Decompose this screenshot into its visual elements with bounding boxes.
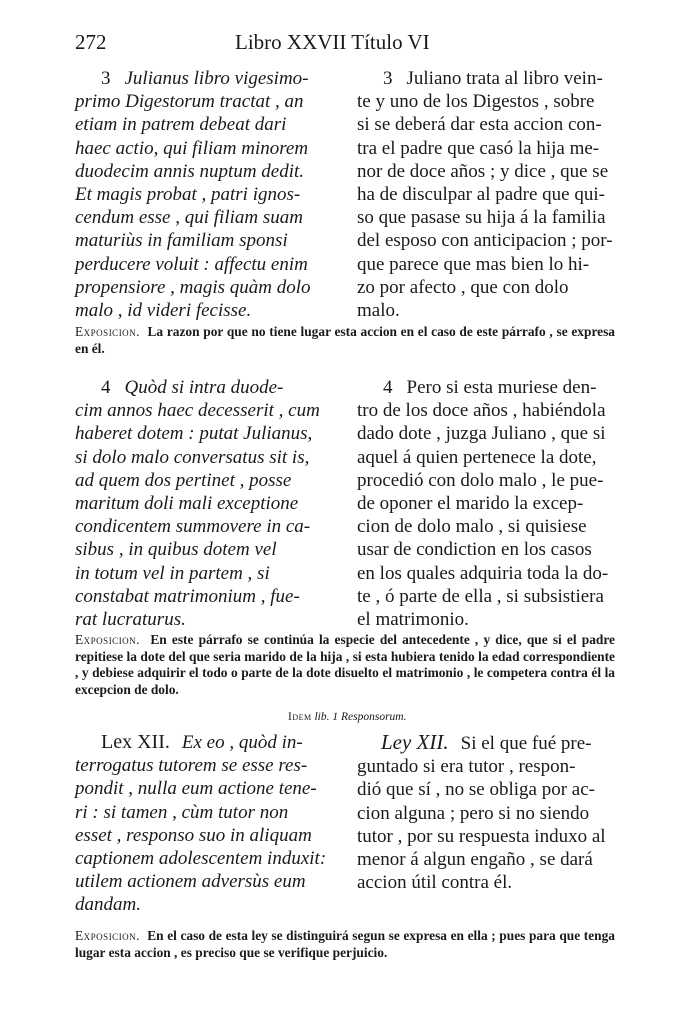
- section4-latin-number: 4: [101, 377, 111, 398]
- section4-spanish-line: aquel á quien pertenece la dote,: [357, 446, 597, 468]
- section3-latin-number: 3: [101, 68, 111, 89]
- section4-latin-line: si dolo malo conversatus sit is,: [75, 446, 310, 468]
- section3-spanish-line: que parece que mas bien lo hi-: [357, 253, 590, 275]
- section3-spanish-line: si se deberá dar esta accion con-: [357, 114, 602, 136]
- section3-latin-line-0: 3 Julianus libro vigesimo-: [101, 68, 309, 89]
- lex12-latin-line: esset , responso suo in aliquam: [75, 824, 312, 846]
- ley12-heading: Ley XII.: [381, 730, 449, 754]
- section3-spanish-line: malo.: [357, 300, 400, 322]
- section4-latin-line: ad quem dos pertinet , posse: [75, 469, 292, 491]
- section3-latin-line: perducere voluit : affectu enim: [75, 253, 308, 275]
- section3-latin-column: [75, 67, 337, 322]
- section4-spanish-line: procedió con dolo malo , le pue-: [357, 469, 604, 491]
- section4-latin-line: sibus , in quibus dotem vel: [75, 539, 277, 561]
- section3-spanish-line: zo por afecto , que con dolo: [357, 276, 569, 298]
- section4-spanish-line: dado dote , juzga Juliano , que si: [357, 423, 606, 445]
- lex12-latin-line: utilem actionem adversùs eum: [75, 871, 306, 893]
- section4-spanish-column: [357, 376, 619, 631]
- section3-latin-line: haec actio, qui filiam minorem: [75, 137, 309, 159]
- section3-latin-line: propensiore , magis quàm dolo: [75, 276, 311, 298]
- page-header: [75, 30, 620, 60]
- lex12-spanish-line: dió que sí , no se obliga por ac-: [357, 779, 595, 801]
- section4-spanish-line: de oponer el marido la excep-: [357, 493, 584, 515]
- attribution-text: lib. 1 Responsorum.: [314, 711, 407, 723]
- lex12-latin-line-0: Lex XII. Ex eo , quòd in-: [101, 731, 303, 753]
- exposition-label: Exposicion.: [75, 928, 141, 943]
- section3-spanish-number: 3: [383, 68, 393, 89]
- exposition-label: Exposicion.: [75, 632, 141, 647]
- lex12-exposition: [75, 928, 615, 961]
- section3-latin-line: etiam in patrem debeat dari: [75, 114, 287, 136]
- lex12-latin-column: [75, 731, 337, 917]
- lex12-spanish-line: accion útil contra él.: [357, 872, 513, 894]
- source-attribution: [288, 711, 406, 723]
- page-number: 272: [75, 30, 107, 54]
- lex12-latin-line: dandam.: [75, 894, 141, 916]
- section3-spanish-line: te y uno de los Digestos , sobre: [357, 91, 595, 113]
- exposition-label: Exposicion.: [75, 324, 141, 339]
- section3-spanish-line: nor de doce años ; y dice , que se: [357, 160, 609, 182]
- section3-spanish-line: ha de disculpar al padre que qui-: [357, 184, 605, 206]
- section4-spanish-line: te , ó parte de ella , si subsistiera: [357, 585, 604, 607]
- section4-latin-line: in totum vel in partem , si: [75, 562, 270, 584]
- running-head: Libro XXVII Título VI: [235, 30, 430, 54]
- section3-spanish-line-0: 3 Juliano trata al libro vein-: [383, 68, 603, 89]
- section3-spanish-line: tra el padre que casó la hija me-: [357, 137, 600, 159]
- section4-latin-line: maritum doli mali exceptione: [75, 493, 299, 515]
- exposition-text: En este párrafo se continúa la especie del antecedente , y dice, que si el padre repitiese la dote del que seria marido de la hija , si esta hubiera tenido la edad correspondiente , y debiese adquirir el todo o parte de la dote disuelto el matrimonio , le competera contra él la excepcion de dolo.: [75, 632, 615, 697]
- lex12-latin-line: pondit , nulla eum actione tene-: [75, 778, 317, 800]
- section3-exposition: [75, 324, 615, 357]
- section4-spanish-line: el matrimonio.: [357, 609, 469, 631]
- section3-latin-line: duodecim annis nuptum dedit.: [75, 160, 305, 182]
- section3-latin-line: malo , id videri fecisse.: [75, 300, 252, 322]
- section3-latin-line: Et magis probat , patri ignos-: [75, 184, 301, 206]
- section3-latin-line: primo Digestorum tractat , an: [75, 91, 304, 113]
- attribution-name: Idem: [288, 711, 312, 723]
- lex12-latin-line: ri : si tamen , cùm tutor non: [75, 801, 289, 823]
- section3-spanish-column: [357, 67, 619, 322]
- section4-latin-line: rat lucraturus.: [75, 609, 186, 631]
- section3-spanish-line: del esposo con anticipacion ; por-: [357, 230, 613, 252]
- lex12-latin-line: captionem adolescentem induxit:: [75, 848, 327, 870]
- section3-latin-line: maturiùs in familiam sponsi: [75, 230, 288, 252]
- section4-latin-line: condicentem summovere in ca-: [75, 516, 311, 538]
- section4-latin-line: haberet dotem : putat Julianus,: [75, 423, 313, 445]
- lex12-heading: Lex XII.: [101, 731, 170, 753]
- section4-latin-line-0: 4 Quòd si intra duode-: [101, 377, 284, 398]
- lex12-spanish-line: tutor , por su respuesta induxo al: [357, 825, 606, 847]
- exposition-text: La razon por que no tiene lugar esta accion en el caso de este párrafo , se expresa en él.: [75, 324, 615, 356]
- section4-exposition: [75, 632, 615, 698]
- lex12-spanish-line: cion alguna ; pero si no siendo: [357, 802, 590, 824]
- section4-latin-line: cim annos haec decesserit , cum: [75, 400, 320, 422]
- section4-spanish-line-0: 4 Pero si esta muriese den-: [383, 377, 597, 398]
- section4-spanish-line: usar de condiction en los casos: [357, 539, 592, 561]
- section4-spanish-line: tro de los doce años , habiéndola: [357, 400, 606, 422]
- section4-spanish-line: cion de dolo malo , si quisiese: [357, 516, 587, 538]
- section4-spanish-line: en los quales adquiria toda la do-: [357, 562, 609, 584]
- lex12-spanish-column: [357, 731, 619, 894]
- section4-latin-line: constabat matrimonium , fue-: [75, 585, 300, 607]
- section4-latin-column: [75, 376, 337, 631]
- section3-latin-line: cendum esse , qui filiam suam: [75, 207, 303, 229]
- lex12-spanish-line: guntado si era tutor , respon-: [357, 756, 576, 778]
- section3-spanish-line: so que pasase su hija á la familia: [357, 207, 606, 229]
- section4-spanish-number: 4: [383, 377, 393, 398]
- lex12-spanish-line: menor á algun engaño , se dará: [357, 849, 593, 871]
- lex12-spanish-line-0: Ley XII. Si el que fué pre-: [381, 730, 592, 754]
- lex12-latin-line: terrogatus tutorem se esse res-: [75, 755, 308, 777]
- exposition-text: En el caso de esta ley se distinguirá segun se expresa en ella ; pues para que tenga lugar esta accion , es preciso que se verifique perjuicio.: [75, 928, 615, 960]
